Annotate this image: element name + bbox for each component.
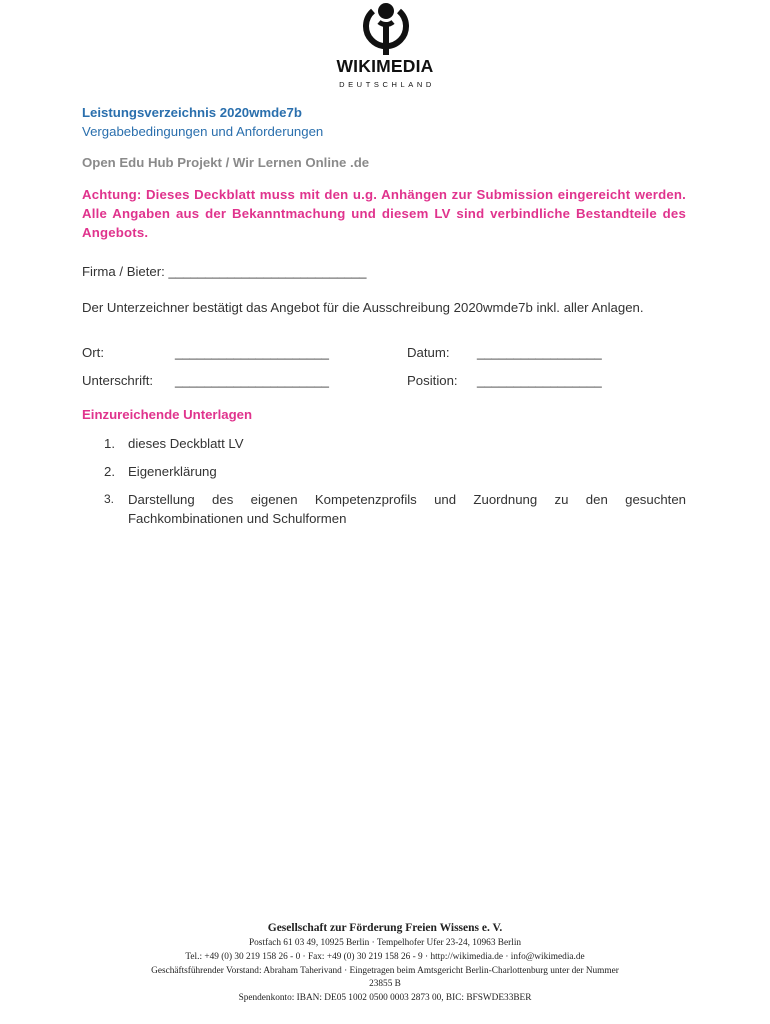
firma-field: [82, 262, 367, 281]
footer-address: Postfach 61 03 49, 10925 Berlin · Tempelhofer Ufer 23-24, 10963 Berlin: [248, 938, 522, 948]
wikimedia-logo: [310, 2, 460, 90]
list-item-number: 3.: [104, 492, 115, 506]
datum-line: _________________: [477, 345, 602, 360]
list-item-number: 2.: [104, 464, 115, 479]
list-item-text: dieses Deckblatt LV: [128, 436, 244, 451]
footer-contact: Tel.: +49 (0) 30 219 158 26 - 0 · Fax: +49 (0) 30 219 158 26 - 9 · http://wikimedia.de · info@wikimedia.de: [185, 952, 585, 962]
ort-line: _____________________: [175, 345, 330, 360]
footer-organization: Gesellschaft zur Förderung Freien Wissens e. V.: [267, 922, 503, 934]
footer-board: Geschäftsführender Vorstand: Abraham Taherivand · Eingetragen beim Amtsgericht Berlin-Charlottenburg unter der Nummer: [151, 966, 619, 976]
unterlagen-heading: Einzureichende Unterlagen: [82, 407, 253, 422]
wikimedia-logo-icon: [357, 2, 415, 56]
datum-label: Datum:: [407, 345, 450, 360]
footer-register: 23855 B: [369, 979, 401, 989]
ort-label: Ort:: [82, 345, 104, 360]
document-title: Leistungsverzeichnis 2020wmde7b: [82, 105, 302, 120]
confirmation-text: Der Unterzeichner bestätigt das Angebot für die Ausschreibung 2020wmde7b inkl. aller Anlagen.: [82, 300, 644, 315]
firma-line: ___________________________: [168, 264, 367, 279]
unterschrift-label: Unterschrift:: [82, 373, 154, 388]
warning-notice: Achtung: Dieses Deckblatt muss mit den u.g. Anhängen zur Submission eingereicht werden. Alle Angaben aus der Bekanntmachung und diesem LV sind verbindliche Bestandteile des Angebots.: [82, 187, 686, 240]
unterschrift-line: _____________________: [175, 373, 330, 388]
document-subtitle: Vergabebedingungen und Anforderungen: [82, 124, 324, 139]
list-item-text: Darstellung des eigenen Kompetenzprofils und Zuordnung zu den gesuchten Fachkombinationen und Schulformen: [128, 492, 686, 526]
footer-bank: Spendenkonto: IBAN: DE05 1002 0500 0003 2873 00, BIC: BFSWDE33BER: [238, 993, 532, 1003]
position-label: Position:: [407, 373, 458, 388]
firma-label: Firma / Bieter:: [82, 264, 165, 279]
list-item-number: 1.: [104, 436, 115, 451]
project-name: Open Edu Hub Projekt / Wir Lernen Online .de: [82, 155, 370, 170]
logo-subtitle: DEUTSCHLAND: [339, 80, 435, 89]
list-item-text: Eigenerklärung: [128, 464, 217, 479]
logo-wordmark: WIKIMEDIA: [336, 56, 434, 76]
position-line: _________________: [477, 373, 602, 388]
